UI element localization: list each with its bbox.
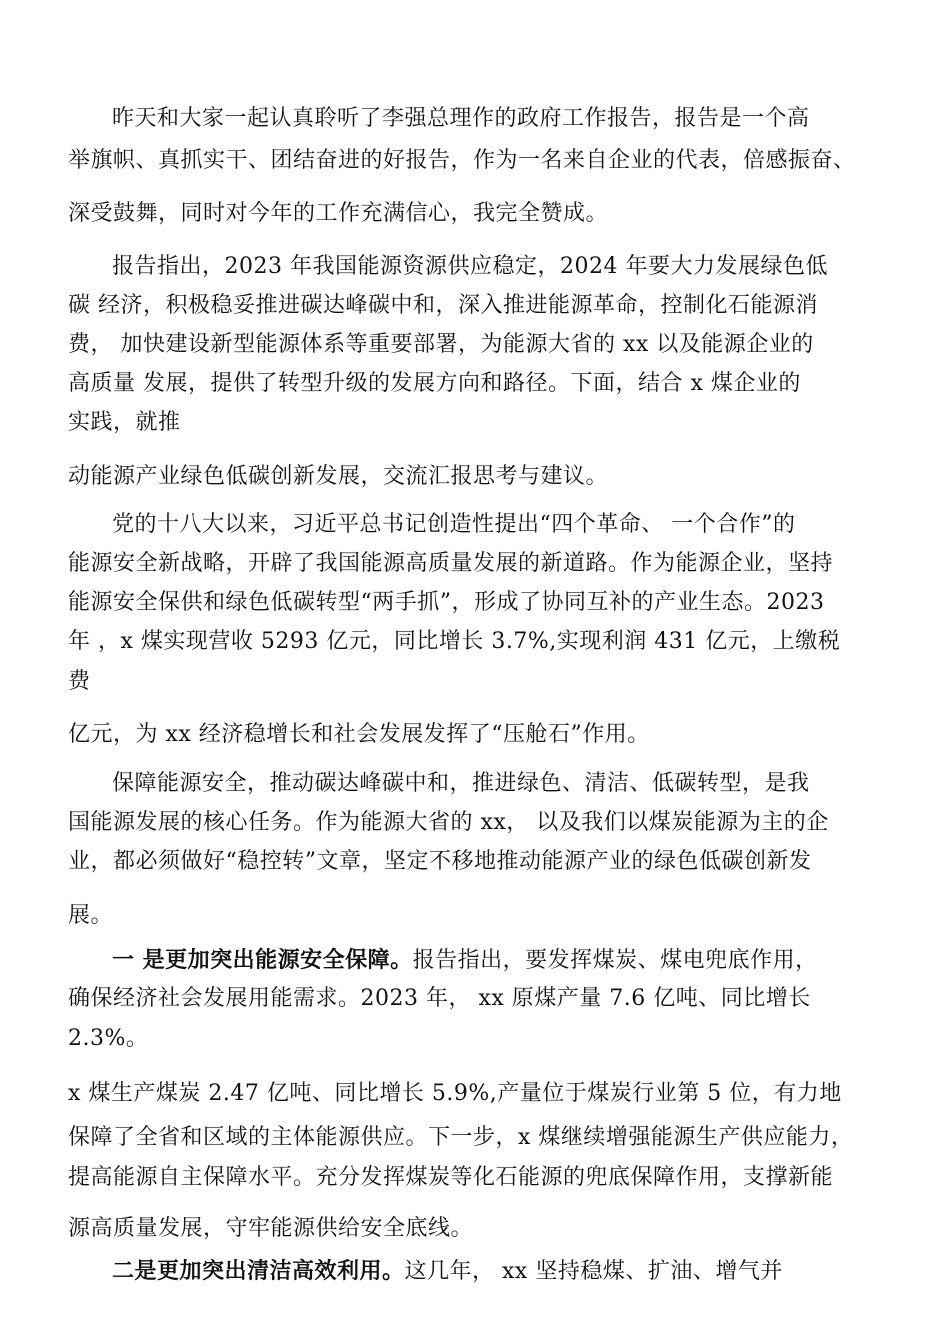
paragraph-line: 能源安全新战略，开辟了我国能源高质量发展的新道路。作为能源企业，坚持 [68, 551, 834, 576]
paragraph-line: 动能源产业绿色低碳创新发展，交流汇报思考与建议。 [68, 464, 609, 489]
paragraph-line: 昨天和大家一起认真聆听了李强总理作的政府工作报告，报告是一个高 [112, 106, 810, 131]
paragraph-line: 高质量 发展，提供了转型升级的发展方向和路径。下面，结合 x 煤企业的 [68, 371, 801, 396]
paragraph-line: 年 ，x 煤实现营收 5293 亿元，同比增长 3.7%,实现利润 431 亿元，上缴税 [68, 629, 841, 654]
paragraph-line: 党的十八大以来，习近平总书记创造性提出“四个革命、 一个合作”的 [112, 512, 796, 537]
paragraph-line: 实践，就推 [68, 410, 181, 435]
paragraph-line: 源高质量发展，守牢能源供给安全底线。 [68, 1216, 474, 1241]
paragraph-line: 保障了全省和区域的主体能源供应。下一步，x 煤继续增强能源生产供应能力， [68, 1125, 854, 1150]
paragraph-line: 展。 [68, 903, 114, 928]
paragraph-text: 这几年， xx 坚持稳煤、扩油、增气并 [404, 1259, 783, 1284]
paragraph-line: 提高能源自主保障水平。充分发挥煤炭等化石能源的兜底保障作用，支撑新能 [68, 1165, 834, 1190]
section-heading-2: 二是更加突出清洁高效利用。 [112, 1258, 405, 1284]
paragraph-line: x 煤生产煤炭 2.47 亿吨、同比增长 5.9%,产量位于煤炭行业第 5 位，有力地 [68, 1081, 842, 1106]
paragraph-line: 业，都必须做好“稳控转”文章，坚定不移地推动能源产业的绿色低碳创新发 [68, 849, 812, 874]
paragraph-line [112, 1256, 783, 1287]
paragraph-line: 报告指出，2023 年我国能源资源供应稳定，2024 年要大力发展绿色低 [112, 254, 828, 279]
section-heading-1: 一 是更加突出能源安全保障。 [112, 947, 413, 973]
paragraph-line: 保障能源安全，推动碳达峰碳中和，推进绿色、清洁、低碳转型，是我 [112, 771, 810, 796]
paragraph-line: 国能源发展的核心任务。作为能源大省的 xx， 以及我们以煤炭能源为主的企 [68, 810, 829, 835]
paragraph-text: 报告指出，要发挥煤炭、煤电兜底作用， [412, 948, 818, 973]
paragraph-line: 费 [68, 669, 91, 694]
paragraph-line: 费， 加快建设新型能源体系等重要部署，为能源大省的 xx 以及能源企业的 [68, 332, 814, 357]
paragraph-line: 确保经济社会发展用能需求。2023 年， xx 原煤产量 7.6 亿吨、同比增长 [68, 986, 811, 1011]
paragraph-line: 2.3%。 [68, 1026, 149, 1051]
paragraph-line: 能源安全保供和绿色低碳转型“两手抓”，形成了协同互补的产业生态。2023 [68, 590, 825, 615]
paragraph-line: 亿元，为 xx 经济稳增长和社会发展发挥了“压舱石”作用。 [68, 722, 650, 747]
paragraph-line: 碳 经济，积极稳妥推进碳达峰碳中和，深入推进能源革命，控制化石能源消 [68, 293, 818, 318]
paragraph-line: 举旗帜、真抓实干、团结奋进的好报告，作为一名来自企业的代表，倍感振奋、 [68, 148, 856, 173]
paragraph-line: 深受鼓舞，同时对今年的工作充满信心，我完全赞成。 [68, 201, 609, 226]
paragraph-line [112, 945, 818, 976]
